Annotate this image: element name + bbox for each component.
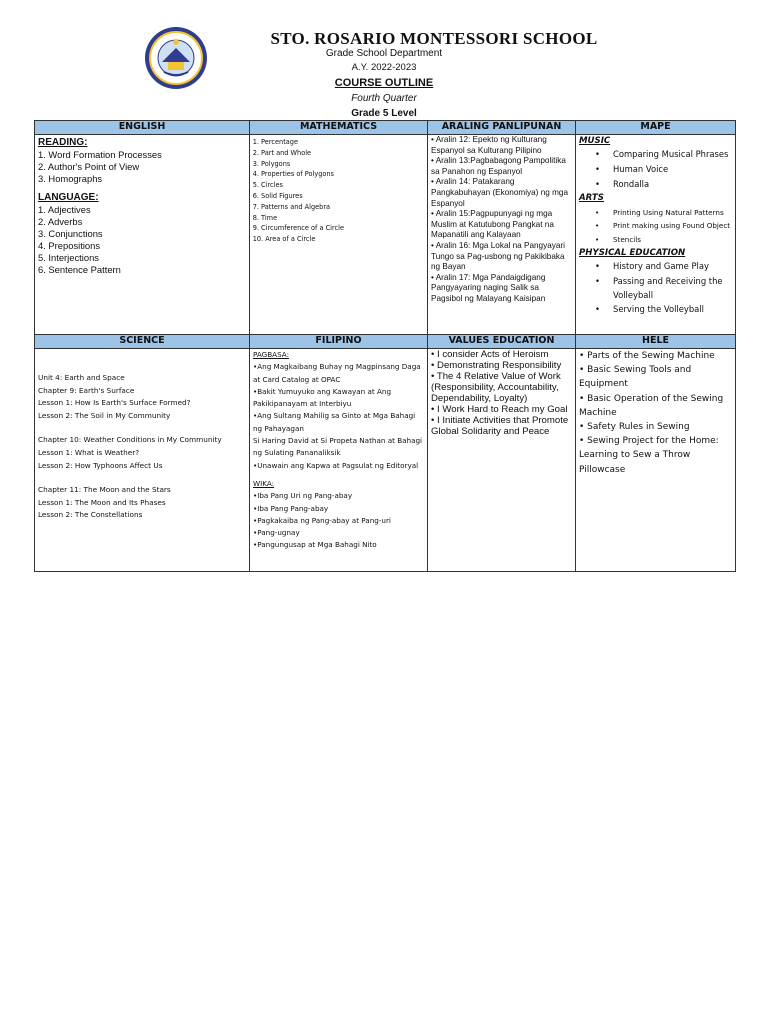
filipino-pagbasa-item: •Ang Sultang Mahilig sa Ginto at Mga Bahagi ng Pahayagan	[253, 411, 416, 433]
column-header-mape: MAPE	[576, 121, 736, 135]
mape-arts-heading: ARTS	[579, 193, 604, 203]
hele-item: • Basic Operation of the Sewing Machine	[579, 393, 724, 418]
science-item: Lesson 2: The Constellations	[38, 510, 143, 520]
science-cell	[35, 349, 250, 572]
column-header-hele: HELE	[576, 335, 736, 349]
hele-cell	[576, 349, 736, 572]
column-header-araling-panlipunan: ARALING PANLIPUNAN	[428, 121, 576, 135]
course-outline-table	[34, 120, 736, 572]
values-item: • I Initiate Activities that Promote Global Solidarity and Peace	[431, 415, 569, 437]
hele-item: • Safety Rules in Sewing	[579, 422, 690, 433]
science-item: Lesson 1: What is Weather?	[38, 447, 140, 457]
hele-item: • Sewing Project for the Home: Learning to Sew a Throw Pillowcase	[579, 436, 719, 475]
filipino-pagbasa-heading: PAGBASA:	[253, 350, 289, 359]
science-item: Lesson 1: The Moon and Its Phases	[38, 497, 166, 507]
araling-item: • Aralin 16: Mga Lokal na Pangyayari Tungo sa Pag-usbong ng Pakikibaka ng Bayan	[431, 240, 565, 272]
mape-music-item: • Comparing Musical Phrases	[579, 147, 732, 162]
values-education-cell	[428, 349, 576, 572]
english-reading-item: 1. Word Formation Processes	[38, 149, 162, 160]
filipino-wika-heading: WIKA:	[253, 478, 275, 488]
column-header-english: ENGLISH	[35, 121, 250, 135]
mape-pe-item: • Serving the Volleyball	[579, 302, 732, 317]
araling-item: • Aralin 14: Patakarang Pangkabuhayan (Ekonomiya) ng mga Espanyol	[431, 177, 568, 208]
english-reading-item: 3. Homographs	[38, 173, 103, 184]
math-item: 5. Circles	[252, 180, 283, 190]
math-item: 10. Area of a Circle	[252, 234, 316, 244]
math-item: 3. Polygons	[252, 158, 291, 168]
mape-cell	[576, 135, 736, 335]
filipino-pagbasa-item: •Ang Magkaibang Buhay ng Magpinsang Daga at Card Catalog at OPAC	[253, 362, 421, 384]
filipino-wika-item: •Pangungusap at Mga Bahagi Nito	[253, 540, 377, 550]
filipino-pagbasa-item: •Bakit Yumuyuko ang Kawayan at Ang Pakikipanayam at Interbiyu	[253, 386, 392, 409]
column-header-mathematics: MATHEMATICS	[250, 121, 428, 135]
department: Grade School Department	[325, 48, 443, 59]
math-item: 6. Solid Figures	[252, 190, 303, 200]
araling-item: • Aralin 12: Epekto ng Kulturang Espanyol sa Kulturang Pilipino	[431, 135, 547, 155]
column-header-values-education: VALUES EDUCATION	[428, 335, 576, 349]
school-name: STO. ROSARIO MONTESSORI SCHOOL	[270, 29, 598, 48]
academic-year: A.Y. 2022-2023	[351, 62, 417, 73]
science-item: Lesson 2: How Typhoons Affect Us	[38, 460, 163, 470]
filipino-wika-item: •Pang-ugnay	[253, 528, 300, 538]
filipino-wika-item: •Pagkakaiba ng Pang-abay at Pang-uri	[253, 515, 391, 525]
values-item: • Demonstrating Responsibility	[431, 360, 562, 371]
english-language-heading: LANGUAGE:	[38, 192, 99, 203]
filipino-cell	[250, 349, 428, 572]
mathematics-cell	[250, 135, 428, 335]
english-reading-item: 2. Author's Point of View	[38, 161, 140, 172]
science-item: Lesson 2: The Soil in My Community	[38, 410, 171, 420]
english-language-item: 3. Conjunctions	[38, 228, 103, 239]
mape-arts-item: • Print making using Found Object	[579, 220, 732, 232]
araling-panlipunan-cell	[428, 135, 576, 335]
mape-music-item: • Rondalla	[579, 177, 732, 192]
science-item: Chapter 11: The Moon and the Stars	[38, 485, 171, 495]
content-row-1	[35, 135, 736, 335]
values-item: • The 4 Relative Value of Work (Responsibility, Accountability, Dependability, Loyalty)	[431, 371, 561, 404]
math-item: 1. Percentage	[252, 137, 299, 146]
values-item: • I consider Acts of Heroism	[431, 349, 549, 360]
araling-item: • Aralin 15:Pagpupunyagi ng mga Muslim at Katutubong Pangkat na Mapanatili ang Kalayaan	[431, 209, 554, 240]
mape-music-item: • Human Voice	[579, 162, 732, 177]
filipino-wika-item: •Iba Pang Uri ng Pang-abay	[253, 491, 353, 501]
science-item: Chapter 9: Earth's Surface	[38, 385, 135, 395]
content-row-2	[35, 349, 736, 572]
math-item: 7. Patterns and Algebra	[252, 201, 331, 211]
filipino-pagbasa-item: Si Haring David at Si Propeta Nathan at Bahagi ng Sulating Pananaliksik	[253, 436, 423, 458]
math-item: 2. Part and Whole	[252, 147, 312, 157]
math-item: 9. Circumference of a Circle	[252, 223, 345, 233]
science-item: Lesson 1: How Is Earth's Surface Formed?	[38, 398, 191, 408]
header-row-1	[35, 121, 736, 135]
mape-pe-item: • History and Game Play	[579, 259, 732, 274]
science-item: Chapter 10: Weather Conditions in My Community	[38, 435, 222, 445]
grade-level: Grade 5 Level	[351, 108, 417, 119]
english-language-item: 2. Adverbs	[38, 216, 83, 227]
hele-item: • Basic Sewing Tools and Equipment	[579, 365, 692, 390]
english-reading-heading: READING:	[38, 137, 88, 148]
araling-item: • Aralin 17: Mga Pandaigdigang Pangyayaring naging Salik sa Pagsibol ng Malayang Kaisipan	[431, 272, 546, 303]
mape-arts-item: • Stencils	[579, 232, 732, 247]
filipino-wika-item: •Iba Pang Pang-abay	[253, 503, 329, 513]
english-cell	[35, 135, 250, 335]
column-header-science: SCIENCE	[35, 335, 250, 349]
english-language-item: 5. Interjections	[38, 252, 99, 263]
hele-item: • Parts of the Sewing Machine	[579, 351, 715, 361]
mape-pe-heading: PHYSICAL EDUCATION	[579, 248, 686, 258]
math-item: 8. Time	[252, 212, 278, 222]
english-language-item: 6. Sentence Pattern	[38, 264, 121, 275]
values-item: • I Work Hard to Reach my Goal	[431, 404, 568, 415]
mape-pe-item: • Passing and Receiving the Volleyball	[579, 274, 732, 302]
filipino-pagbasa-item: •Unawain ang Kapwa at Pagsulat ng Editoryal	[253, 460, 419, 470]
mape-arts-item: • Printing Using Natural Patterns	[579, 205, 732, 220]
science-item: Unit 4: Earth and Space	[38, 373, 125, 382]
mape-music-heading: MUSIC	[579, 136, 611, 146]
header-row-2	[35, 335, 736, 349]
column-header-filipino: FILIPINO	[250, 335, 428, 349]
english-language-item: 4. Prepositions	[38, 240, 101, 251]
quarter-label: Fourth Quarter	[351, 93, 417, 104]
english-language-item: 1. Adjectives	[38, 204, 91, 215]
math-item: 4. Properties of Polygons	[252, 169, 334, 179]
document-title: COURSE OUTLINE	[334, 77, 434, 89]
araling-item: • Aralin 13:Pagbabagong Pampolitika sa Panahon ng Espanyol	[431, 156, 566, 176]
